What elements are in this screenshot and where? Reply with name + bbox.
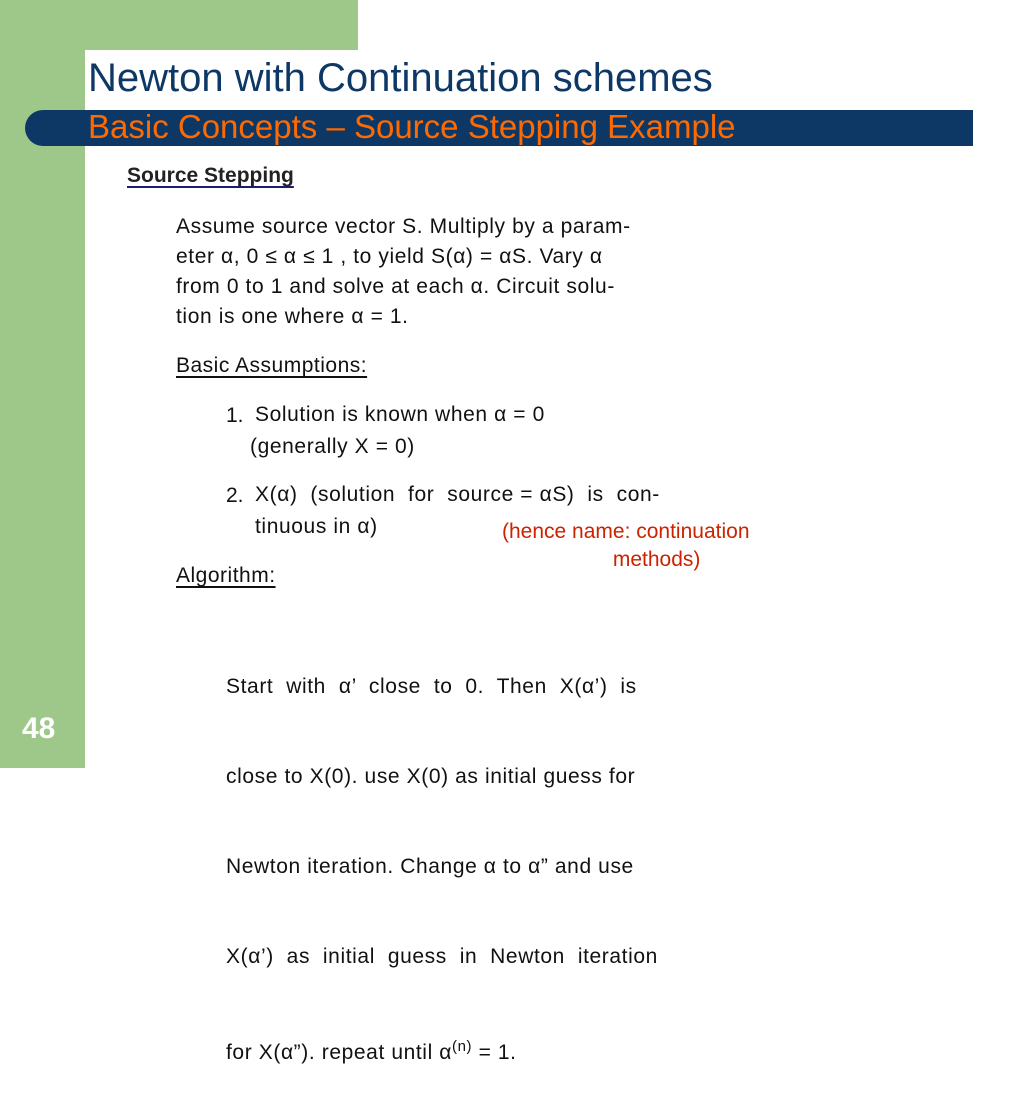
assumption-1-line-1: Solution is known when α = 0 xyxy=(255,403,545,426)
algorithm-line-4: X(α’) as initial guess in Newton iteration xyxy=(226,945,658,968)
assumption-2-line-2: tinuous in α) xyxy=(255,515,378,538)
assumptions-heading: Basic Assumptions: xyxy=(176,354,368,377)
intro-line-3: from 0 to 1 and solve at each α. Circuit solu- xyxy=(176,275,615,298)
algorithm-heading: Algorithm: xyxy=(176,564,276,587)
algorithm-line-5 xyxy=(226,1032,658,1068)
assumption-1-number: 1. xyxy=(226,404,244,427)
assumption-2-line-1: X(α) (solution for source = αS) is con- xyxy=(255,483,660,506)
intro-paragraph xyxy=(176,212,631,332)
assumption-2-number: 2. xyxy=(226,484,244,507)
section-heading: Source Stepping xyxy=(127,164,294,187)
algorithm-line-2: close to X(0). use X(0) as initial guess for xyxy=(226,765,636,788)
slide-subtitle: Basic Concepts – Source Stepping Example xyxy=(88,108,736,145)
algorithm-line-5-main: for X(α”). repeat until α xyxy=(226,1041,453,1064)
algorithm-line-5-end: = 1. xyxy=(472,1041,517,1064)
assumption-1-line-2: (generally X = 0) xyxy=(250,435,415,458)
algorithm-paragraph xyxy=(226,612,658,1098)
algorithm-line-3: Newton iteration. Change α to α” and use xyxy=(226,855,634,878)
slide-title: Newton with Continuation schemes xyxy=(88,56,713,100)
algorithm-line-1: Start with α’ close to 0. Then X(α’) is xyxy=(226,675,637,698)
slide-number: 48 xyxy=(22,712,56,745)
intro-line-4: tion is one where α = 1. xyxy=(176,305,409,328)
intro-line-2: eter α, 0 ≤ α ≤ 1 , to yield S(α) = αS. Vary α xyxy=(176,245,603,268)
superscript-n: (n) xyxy=(452,1038,473,1055)
top-green-band xyxy=(85,0,358,50)
continuation-note: (hence name: continuation methods) xyxy=(502,520,750,571)
intro-line-1: Assume source vector S. Multiply by a param- xyxy=(176,215,631,238)
